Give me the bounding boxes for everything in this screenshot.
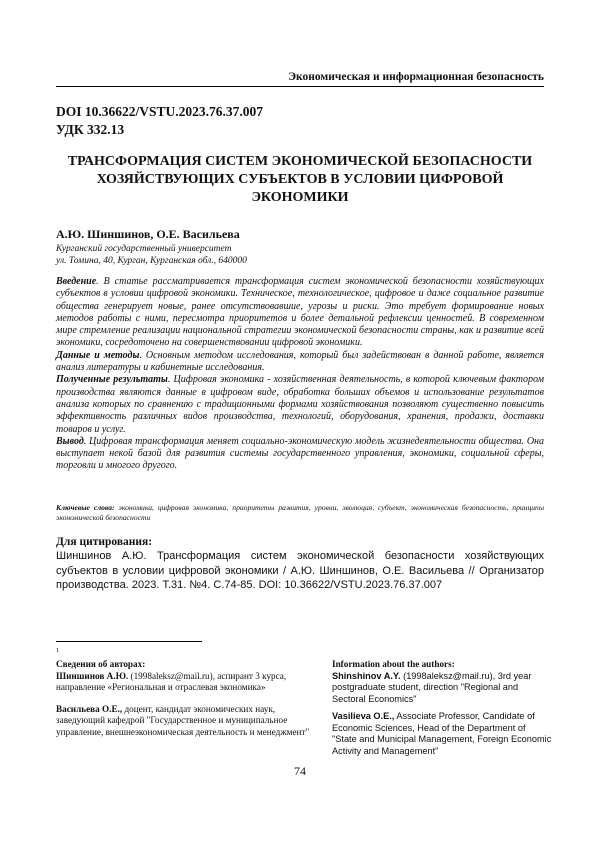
authors-info-ru-heading: Сведения об авторах: (56, 659, 146, 669)
doi: DOI 10.36622/VSTU.2023.76.37.007 (56, 104, 264, 119)
author-1-en (332, 671, 552, 706)
introduction-text: . В статье рассматривается трансформация систем экономической безопасности хозяйствующих субъектов в условии цифровой экономики. Техническое, технологическое, цифровое и даже социальное развитие общества генерирует новые, ранее отсутствовавшие, угрозы и риски. Это требует формирование новых методов работы с ними, пересмотра приоритетов и более детальной рефлексии ценностей. В современном мире стремление реализации национальной стратегии экономической безопасности страны, как и развитие всей экономики, сосредоточено на совершенствовании цифровой экономики. (56, 276, 544, 349)
abstract-methods (56, 350, 544, 375)
author-1-ru (56, 671, 318, 694)
abstract-results (56, 374, 544, 435)
author-1-ru-name: Шиншинов А.Ю. (56, 670, 129, 681)
author-2-ru-text: доцент, кандидат экономических наук, заведующий кафедрой "Государственное и муниципальное управление, внешнеэкономическая деятельность и менеджмент" (56, 703, 310, 737)
keywords-label: Ключевые слова: (56, 503, 115, 512)
identifiers (56, 103, 263, 139)
authors: А.Ю. Шиншинов, О.Е. Васильева (56, 227, 240, 241)
conclusion-text: . Цифровая трансформация меняет социально-экономическую модель жизнедеятельности общества. Она выступает некой базой для развития системы государственного управления, экономики, социальной сферы, торговли и многого другого. (56, 435, 544, 472)
authors-info-en (332, 659, 552, 757)
citation-label: Для цитирования: (56, 536, 153, 548)
author-2-en-name: Vasilieva O.E., (332, 711, 395, 721)
author-2-ru-name: Васильева О.Е., (56, 703, 123, 714)
affiliation (56, 243, 247, 267)
abstract-introduction (56, 276, 544, 350)
udc: УДК 332.13 (56, 122, 125, 137)
abstract-conclusion (56, 436, 544, 473)
footnote-rule (56, 641, 202, 642)
footnote-mark: 1 (56, 647, 60, 654)
author-2-ru (56, 704, 318, 739)
authors-info-en-heading: Information about the authors: (332, 659, 455, 669)
results-label: Полученные результаты (56, 374, 168, 386)
authors-info-ru (56, 659, 318, 738)
author-2-en-text: Associate Professor, Candidate of Economic Sciences, Head of the Department of "State and Municipal Management, Foreign Economic Activity and Management" (332, 711, 552, 756)
results-text: . Цифровая экономика - хозяйственная деятельность, в которой ключевым фактором производства являются данные в цифровом виде, обработка больших объемов и использование результатов анализа которых по сравнению с традиционными формами хозяйствования позволяют существенно повысить эффективность различных видов производства, технологий, оборудования, хранения, продажи, доставки товаров и услуг. (56, 374, 544, 435)
page-number: 74 (294, 764, 306, 778)
methods-text: . Основным методом исследования, который был задействован в данной работе, является анализ литературы и кабинетные исследования. (56, 349, 544, 374)
conclusion-label: Вывод (56, 435, 84, 447)
running-header: Экономическая и информационная безопасность (56, 71, 544, 87)
author-2-en (332, 711, 552, 757)
author-1-en-name: Shinshinov A.Y. (332, 670, 401, 681)
methods-label: Данные и методы (56, 349, 140, 361)
introduction-label: Введение (56, 276, 97, 287)
author-1-ru-text: (1998aleksz@mail.ru), аспирант 3 курса, направление «Региональная и отраслевая экономика» (56, 670, 287, 692)
institution: Курганский государственный университет (56, 244, 232, 254)
abstract (56, 276, 544, 473)
citation-text: Шиншинов А.Ю. Трансформация систем экономической безопасности хозяйствующих субъектов в условии цифровой экономики / А.Ю. Шиншинов, О.Е. Васильева // Организатор производства. 2023. Т.31. №4. С.74-85. DOI: 10.36622/VSTU.2023.76.37.007 (56, 550, 544, 591)
article-title: ТРАНСФОРМАЦИЯ СИСТЕМ ЭКОНОМИЧЕСКОЙ БЕЗОПАСНОСТИ ХОЗЯЙСТВУЮЩИХ СУБЪЕКТОВ В УСЛОВИИ ЦИФРОВОЙ ЭКОНОМИКИ (67, 154, 533, 205)
author-1-en-text: (1998aleksz@mail.ru), 3rd year postgraduate student, direction "Regional and Sectoral Economics" (332, 670, 532, 704)
keywords (56, 503, 544, 523)
spacer (56, 694, 318, 704)
address: ул. Томина, 40, Курган, Курганская обл., 640000 (56, 256, 247, 266)
keywords-text: экономика, цифровая экономика, приоритеты развития, уровни, эволюция, субъект, экономическая безопасность, принципы экономической безопасности (56, 503, 544, 522)
